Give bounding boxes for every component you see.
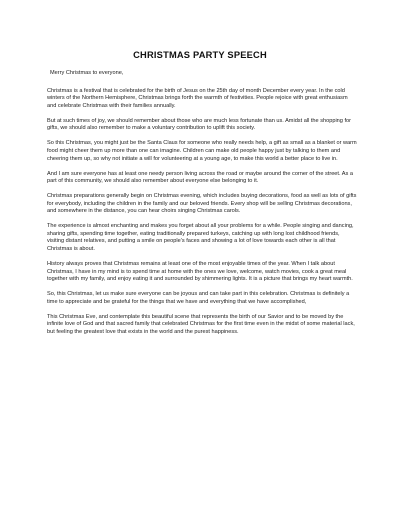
paragraph: History always proves that Christmas remains at least one of the most enjoyable times of the year. When I talk about Christmas, I have in my mind is to spend time at home with the ones we love, welcome, watch movies, cook a great meal together with my family, and enjoy eating it and surrounded by shimmering lights. It is a picture that brings my heart warmth. [47,261,353,283]
paragraph: This Christmas Eve, and contemplate this beautiful scene that represents the birth of our Savior and to be moved by the infinite love of God and that sacred family that celebrated Christmas for the first time even in the midst of some material lack, but feeling the greatest love that exists in the world and the purest happiness. [47,313,355,335]
speech-body [47,70,357,344]
paragraph: Christmas preparations generally begin on Christmas evening, which includes buying decorations, food as well as lots of gifts for everybody, including the children in the family and our beloved friends. Every shop will be selling Christmas decorations, and somewhere in the distance, you can hear choirs singing Christmas carols. [47,193,357,215]
greeting: Merry Christmas to everyone, [50,70,124,76]
paragraph: So, this Christmas, let us make sure everyone can be joyous and can take part in this celebration. Christmas is definitely a time to appreciate and be grateful for the things that we have and everything that we have accomplished, [47,291,350,305]
paragraph: And I am sure everyone has at least one needy person living across the road or maybe around the corner of the street. As a part of this community, we should also remember about everyone else belonging to it. [47,170,353,185]
paragraph: Christmas is a festival that is celebrated for the birth of Jesus on the 25th day of month December every year. In the cold winters of the Northern Hemisphere, Christmas brings forth the warmth of festivities. People rejoice with great enthusiasm and celebrate Christmas with their families annually. [47,87,348,109]
paragraph: The experience is almost enchanting and makes you forget about all your problems for a while. People singing and dancing, sharing gifts, spending time together, eating traditionally prepared turkeys, catching up with long lost childhood friends, visiting distant relatives, and putting a smile on people’s faces and showing a lot of love towards each other is all that Christmas is about. [47,223,354,253]
paragraph: But at such times of joy, we should remember about those who are much less fortunate than us. Amidst all the shopping for gifts, we should also remember to make a voluntary contribution to uplift this society. [47,117,351,132]
page-title: CHRISTMAS PARTY SPEECH [133,50,267,60]
paragraph: So this Christmas, you might just be the Santa Claus for someone who really needs help, a gift as small as a blanket or warm food might cheer them up more than one can imagine. Children can make old people happy just by talking to them and cheering them up, so why not initiate a will for volunteering at a young age, to make this world a better place to live in. [47,140,357,162]
